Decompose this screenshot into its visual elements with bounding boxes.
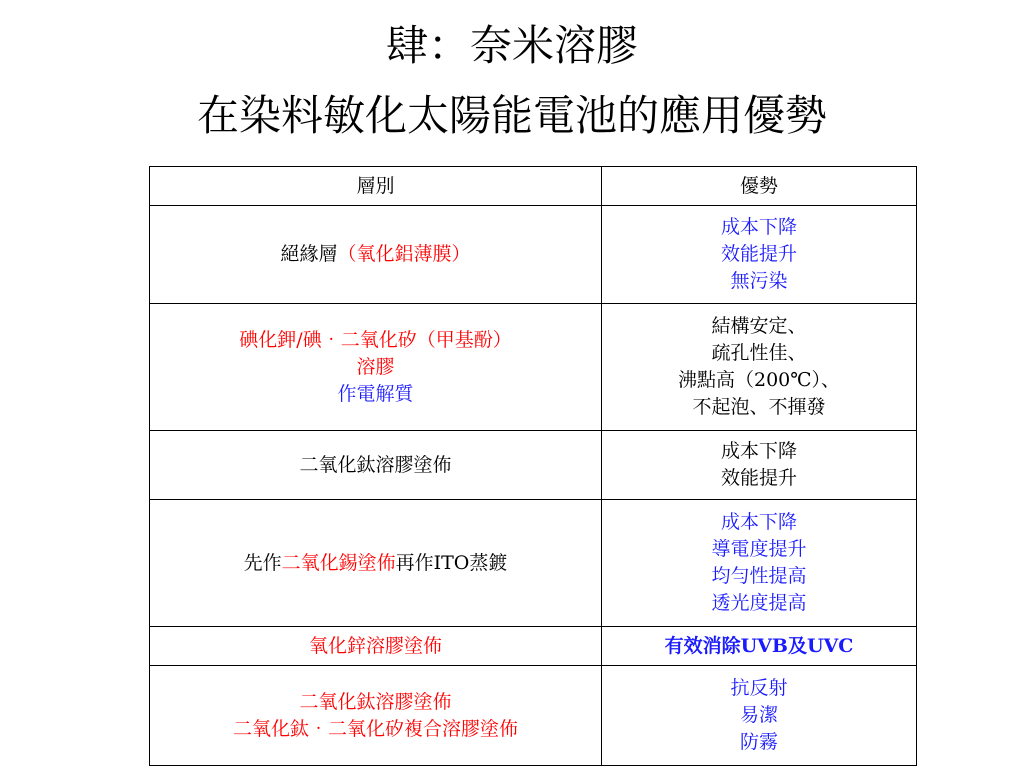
layer-cell: 氧化鋅溶膠塗佈 xyxy=(150,627,602,666)
table-row xyxy=(150,206,917,304)
table-row xyxy=(150,500,917,627)
advantage-cell xyxy=(602,304,917,431)
layer-cell xyxy=(150,304,602,431)
advantage-item: 無污染 xyxy=(730,270,788,292)
table-row xyxy=(150,431,917,500)
table-row xyxy=(150,627,917,666)
header-layer: 層別 xyxy=(150,167,602,206)
advantage-cell: 有效消除UVB及UVC xyxy=(602,627,917,666)
layer-text: 再作ITO蒸鍍 xyxy=(395,551,508,574)
advantage-item: 結構安定、 xyxy=(711,315,807,337)
advantage-cell xyxy=(602,500,917,627)
advantage-item: 成本下降 xyxy=(720,216,797,238)
layer-text: 絕緣層 xyxy=(280,243,338,265)
table-header-row xyxy=(150,167,917,206)
advantage-item: 成本下降 xyxy=(720,511,797,533)
layer-cell: 二氧化鈦溶膠塗佈 xyxy=(150,431,602,500)
layer-text: 二氧化鈦溶膠塗佈 xyxy=(299,690,452,713)
advantage-item: 導電度提升 xyxy=(711,538,807,560)
advantage-item: 成本下降 xyxy=(720,440,797,462)
advantage-item: 均勻性提高 xyxy=(711,565,807,587)
advantages-table xyxy=(149,166,917,766)
slide-title-line-1: 肆：奈米溶膠 xyxy=(385,21,638,70)
layer-text: 先作 xyxy=(243,551,282,574)
advantage-cell xyxy=(602,206,917,304)
advantage-item: 抗反射 xyxy=(730,677,788,699)
layer-material-text: （氧化鋁薄膜） xyxy=(337,243,471,265)
layer-text: 溶膠 xyxy=(356,355,395,378)
table-row xyxy=(150,304,917,431)
layer-text: 作電解質 xyxy=(337,382,414,405)
layer-cell xyxy=(150,206,602,304)
layer-material-text: 二氧化錫塗佈 xyxy=(281,551,396,574)
advantage-item: 不起泡、不揮發 xyxy=(692,396,826,418)
layer-text: 二氧化鈦‧二氧化矽複合溶膠塗佈 xyxy=(232,717,518,740)
advantage-item: 效能提升 xyxy=(720,243,797,265)
advantage-item: 易潔 xyxy=(739,704,778,726)
advantage-cell xyxy=(602,666,917,766)
advantage-item: 疏孔性佳、 xyxy=(711,342,807,364)
table-row xyxy=(150,666,917,766)
header-advantage: 優勢 xyxy=(602,167,917,206)
slide-title-line-2: 在染料敏化太陽能電池的應用優勢 xyxy=(196,91,827,140)
layer-cell xyxy=(150,500,602,627)
advantage-item: 效能提升 xyxy=(720,467,797,489)
advantage-item: 防霧 xyxy=(739,731,778,753)
layer-cell xyxy=(150,666,602,766)
advantage-cell xyxy=(602,431,917,500)
advantage-item: 沸點高（200℃）、 xyxy=(677,369,841,391)
advantage-item: 透光度提高 xyxy=(711,592,807,614)
layer-text: 碘化鉀/碘‧二氧化矽（甲基酚） xyxy=(239,328,512,351)
